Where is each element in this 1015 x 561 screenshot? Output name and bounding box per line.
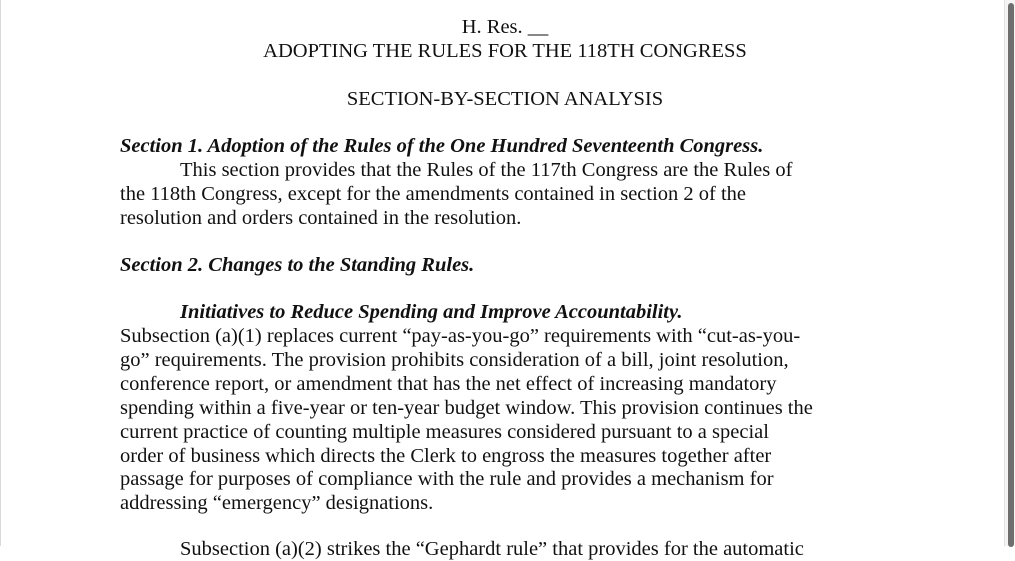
- section-2-line: spending within a five-year or ten-year budget window. This provision continues the: [120, 397, 813, 419]
- document-page: [1, 0, 1004, 560]
- section-1-line: resolution and orders contained in the resolution.: [120, 207, 522, 229]
- section-2-line: go” requirements. The provision prohibits consideration of a bill, joint resolution,: [120, 349, 789, 371]
- vertical-scrollbar[interactable]: [1004, 0, 1015, 546]
- section-2-line: Subsection (a)(1) replaces current “pay-as-you-go” requirements with “cut-as-you-: [120, 325, 801, 347]
- document-title: ADOPTING THE RULES FOR THE 118TH CONGRESS: [263, 40, 747, 62]
- section-2-line: addressing “emergency” designations.: [120, 492, 434, 514]
- section-2-line: conference report, or amendment that has the net effect of increasing mandatory: [120, 373, 777, 395]
- section-1-line: the 118th Congress, except for the amendments contained in section 2 of the: [120, 183, 747, 205]
- section-2-line: passage for purposes of compliance with the rule and provides a mechanism for: [120, 468, 774, 490]
- section-2-heading: Section 2. Changes to the Standing Rules.: [120, 254, 475, 276]
- section-2-line: order of business which directs the Clerk to engross the measures together after: [120, 445, 772, 467]
- section-1-heading: Section 1. Adoption of the Rules of the One Hundred Seventeenth Congress.: [120, 135, 764, 157]
- resolution-number: H. Res. __: [461, 16, 549, 38]
- section-2-line: current practice of counting multiple measures considered pursuant to a special: [120, 421, 769, 443]
- section-2-subheading: Initiatives to Reduce Spending and Improve Accountability.: [180, 301, 683, 323]
- section-1-line: This section provides that the Rules of the 117th Congress are the Rules of: [180, 159, 793, 181]
- document-subtitle: SECTION-BY-SECTION ANALYSIS: [346, 88, 664, 110]
- section-2-partial-line: Subsection (a)(2) strikes the “Gephardt rule” that provides for the automatic: [180, 538, 804, 560]
- scrollbar-thumb[interactable]: [1008, 3, 1014, 547]
